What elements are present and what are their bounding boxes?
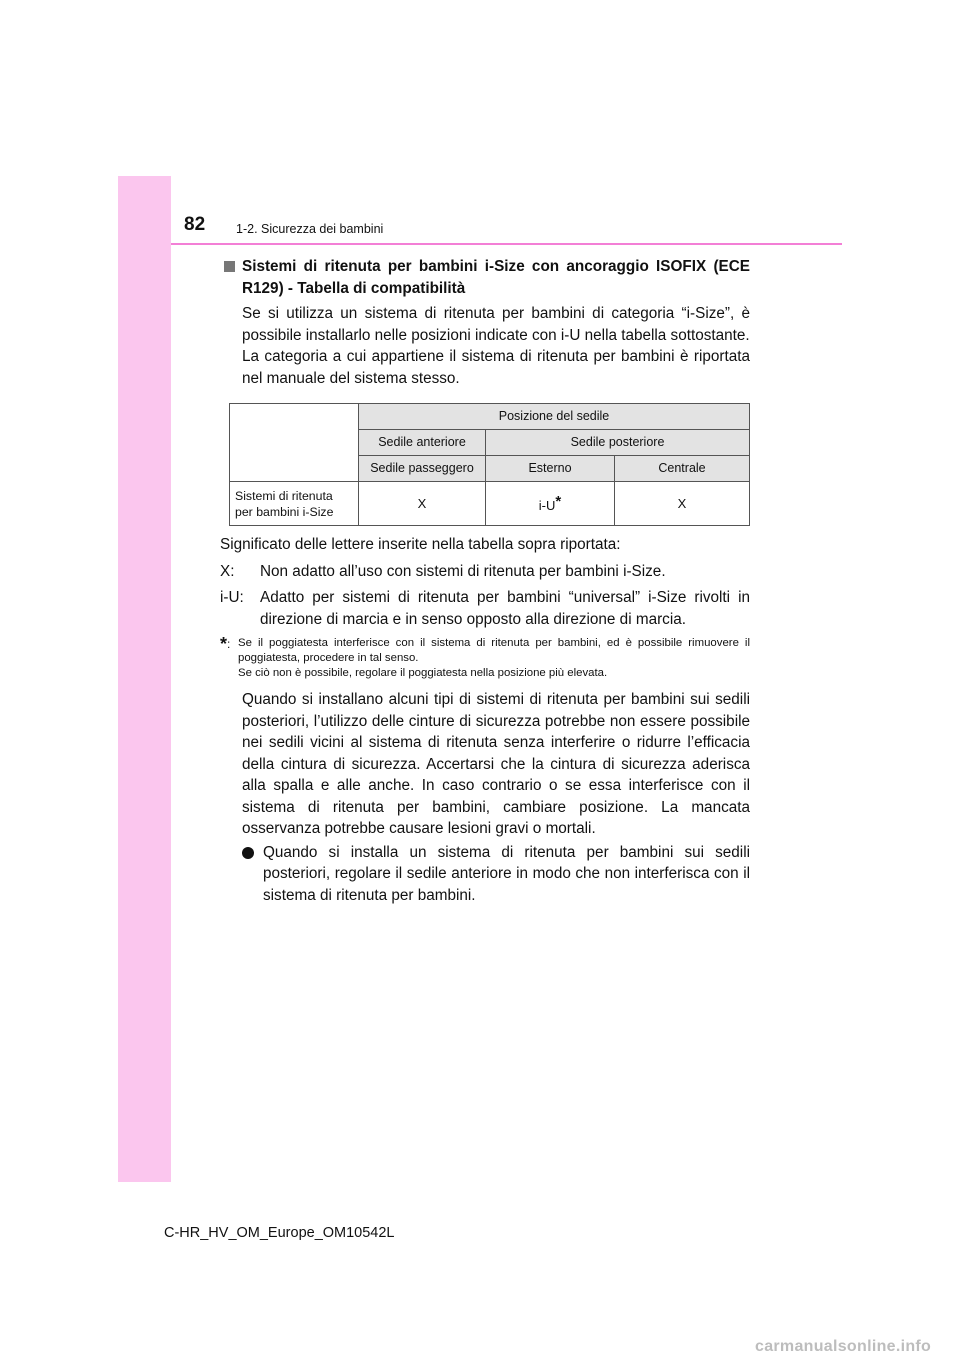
bullet-text: Quando si installa un sistema di ritenuta per bambini sui sedili posteriori, regolare il sedile anteriore in modo che non interferisca con il sistema di ritenuta per bambini. (263, 843, 750, 904)
table-row (230, 482, 750, 526)
footnote-line-2: Se ciò non è possibile, regolare il poggiatesta nella posizione più elevata. (238, 667, 608, 679)
header-rear-seat: Sedile posteriore (486, 430, 750, 456)
page-number: 82 (184, 214, 206, 235)
header-outer-seat: Esterno (486, 456, 615, 482)
table-corner-cell (230, 404, 359, 482)
definition-key: X: (220, 562, 235, 580)
footnote-marker: * (555, 492, 562, 510)
definition-key: i-U: (220, 589, 244, 606)
chapter-sidebar (118, 176, 171, 1182)
cell-center-value: X (615, 482, 750, 526)
row-label-isize: Sistemi di ritenuta per bambini i-Size (230, 482, 359, 526)
section-heading (220, 256, 750, 299)
header-center-seat: Centrale (615, 456, 750, 482)
section-title: 1-2. Sicurezza dei bambini (236, 222, 384, 236)
footnote (220, 636, 750, 681)
bullet-item (220, 842, 750, 907)
legend-intro: Significato delle lettere inserite nella tabella sopra riportata: (220, 536, 621, 553)
intro-line-2: La categoria a cui appartiene il sistema di ritenuta per bambini è riportata nel manuale del sistema stesso. (242, 348, 750, 387)
header-seat-position: Posizione del sedile (359, 404, 750, 430)
footnote-line-1: Se il poggiatesta interferisce con il sistema di ritenuta per bambini, ed è possibile rimuovere il poggiatesta, procedere in tal senso. (238, 637, 750, 664)
definition-x (220, 561, 750, 583)
table-row (230, 404, 750, 430)
asterisk-icon: * (220, 634, 228, 654)
intro-line-1: Se si utilizza un sistema di ritenuta per bambini di categoria “i-Size”, è possibile installarlo nelle posizioni indicate con i-U nella tabella sottostante. (242, 305, 750, 344)
footnote-mark (220, 636, 238, 681)
watermark-logo: carmanualsonline.info (755, 1338, 932, 1355)
footer-code: C-HR_HV_OM_Europe_OM10542L (164, 1225, 395, 1241)
definition-iu (220, 587, 750, 630)
header-rule (171, 243, 842, 245)
header-passenger-seat: Sedile passeggero (359, 456, 486, 482)
definition-text: Adatto per sistemi di ritenuta per bambini “universal” i-Size rivolti in direzione di marcia e in senso opposto alla direzione di marcia. (260, 589, 750, 628)
header-front-seat: Sedile anteriore (359, 430, 486, 456)
cell-outer-text: i-U (538, 497, 556, 513)
page-content (220, 256, 750, 906)
heading-text: Sistemi di ritenuta per bambini i-Size con ancoraggio ISOFIX (ECE R129) - Tabella di compatibilità (242, 258, 750, 297)
round-bullet-icon (242, 847, 254, 859)
footnote-colon: : (227, 637, 231, 651)
compatibility-table (229, 403, 750, 526)
footnote-text (238, 636, 750, 681)
intro-paragraph (220, 303, 750, 389)
cell-outer-value (486, 482, 615, 526)
cell-passenger-value: X (359, 482, 486, 526)
definition-text: Non adatto all’uso con sistemi di ritenuta per bambini i-Size. (260, 562, 666, 580)
warning-paragraph: Quando si installano alcuni tipi di sistemi di ritenuta per bambini sui sedili posteriori, l’utilizzo delle cinture di sicurezza potrebbe non essere possibile nei sedili vicini al sistema di ritenuta senza interferire o ridurre l’efficacia della cintura di sicurezza. Accertarsi che la cintura di sicurezza aderisca alla spalla e alle anche. In caso contrario o se essa interferisce con il sistema di ritenuta per bambini, cambiare posizione. La mancata osservanza potrebbe causare lesioni gravi o mortali. (242, 691, 750, 837)
square-bullet-icon (224, 261, 235, 272)
